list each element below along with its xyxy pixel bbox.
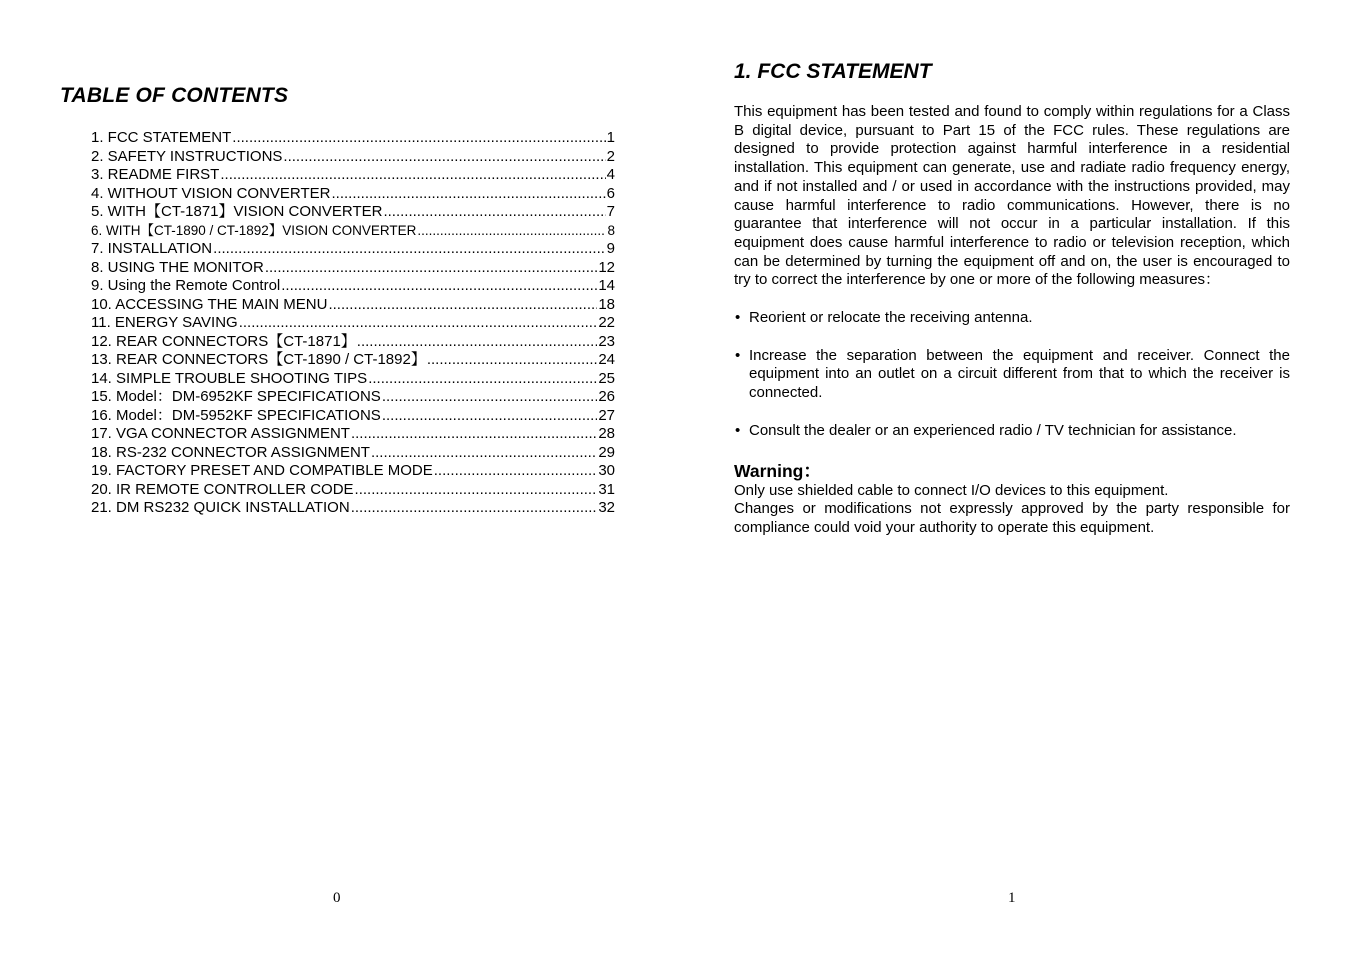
toc-dot-leader [434,462,598,481]
toc-entry [91,314,615,333]
fcc-intro-paragraph: This equipment has been tested and found to comply within regulations for a Class B digital device, pursuant to Part 15 of the FCC rules. These regulations are designed to provide protection against harmful interference in a residential installation. This equipment can generate, use and radiate radio frequency energy, and if not installed and / or used in accordance with the instructions provided, may cause harmful interference to radio communications. However, there is no guarantee that interference will not occur in a particular installation. If this equipment does cause harmful interference to radio or television reception, which can be determined by turning the equipment off and on, the user is encouraged to try to correct the interference by one or more of the following measures： [734,103,1290,289]
toc-dot-leader [371,444,597,463]
toc-entry [91,444,615,463]
page-number: 1 [1008,890,1016,906]
toc-entry [91,277,615,296]
toc-entry [91,296,615,315]
toc-entry [91,388,615,407]
toc-entry-label: 15. Model：DM-6952KF SPECIFICATIONS [91,388,381,405]
toc-entry [91,148,615,167]
toc-entry-label: 16. Model：DM-5952KF SPECIFICATIONS [91,406,381,424]
spacer [734,290,1290,309]
toc-entry-label: 9. Using the Remote Control [91,277,281,294]
toc-entry-page: 27 [598,406,615,424]
toc-entry-label: 11. ENERGY SAVING [91,314,238,331]
toc-entry-page: 7 [606,203,615,220]
toc-entry-label: 2. SAFETY INSTRUCTIONS [91,147,283,165]
toc-dot-leader [239,314,598,333]
toc-entry-page: 31 [598,480,615,498]
toc-entry [91,259,615,278]
toc-entry-label: 5. WITH【CT-1871】VISION CONVERTER [91,203,383,220]
toc-entry-page: 32 [598,499,615,516]
warning-line: Only use shielded cable to connect I/O devices to this equipment. [734,481,1169,499]
toc-entry [91,333,615,352]
bullet-item [734,347,1290,403]
toc-entry-page: 22 [598,314,615,331]
toc-dot-leader [281,277,597,296]
toc-entry-page: 18 [598,295,615,313]
toc-entry-page: 28 [598,425,615,442]
bullet-text: Increase the separation between the equipment and receiver. Connect the equipment into an outlet on a circuit different from that to which the receiver is connected. [749,346,1290,402]
toc-entry-label: 13. REAR CONNECTORS【CT-1890 / CT-1892】 [91,351,426,368]
bullet-text: Consult the dealer or an experienced radio / TV technician for assistance. [749,421,1237,439]
toc-dot-leader [383,203,605,222]
toc-entry-label: 12. REAR CONNECTORS【CT-1871】 [91,332,356,350]
toc-dot-leader [355,481,598,500]
toc-entry [91,425,615,444]
toc-dot-leader [427,351,597,370]
toc-entry [91,499,615,518]
toc-entry [91,222,615,241]
toc-dot-leader [382,388,598,407]
toc-entry-page: 26 [598,388,615,405]
spacer [734,328,1290,347]
toc-dot-leader [232,129,605,148]
toc-entry-page: 6 [606,184,615,202]
toc-entry-label: 21. DM RS232 QUICK INSTALLATION [91,499,350,516]
bullet-dot-icon: • [735,421,741,439]
spacer [734,403,1290,422]
warning-heading: Warning： [734,460,821,481]
toc-entry-page: 23 [598,332,615,350]
toc-entry [91,462,615,481]
toc-title: TABLE OF CONTENTS [60,84,289,107]
toc-entry-label: 4. WITHOUT VISION CONVERTER [91,184,331,202]
toc-entry [91,203,615,222]
toc-entry [91,370,615,389]
toc-entry-label: 20. IR REMOTE CONTROLLER CODE [91,480,354,498]
toc-entry-page: 1 [606,129,615,146]
toc-dot-leader [351,499,598,518]
toc-entry-page: 14 [598,277,615,294]
toc-entry-label: 3. README FIRST [91,166,220,183]
toc-entry-label: 19. FACTORY PRESET AND COMPATIBLE MODE [91,462,433,479]
toc-dot-leader [331,185,605,204]
toc-entry-label: 14. SIMPLE TROUBLE SHOOTING TIPS [91,369,368,387]
toc-dot-leader [357,333,598,352]
bullet-text: Reorient or relocate the receiving antenna. [749,309,1033,327]
toc-entry-page: 8 [607,222,615,238]
bullet-dot-icon: • [735,346,741,364]
warning-line: Changes or modifications not expressly approved by the party responsible for compliance could void your authority to operate this equipment. [734,500,1290,536]
toc-entry-page: 12 [598,258,615,276]
toc-list [91,129,615,518]
fcc-statement-body [734,103,1290,538]
toc-entry-page: 24 [598,351,615,368]
toc-dot-leader [328,296,597,315]
toc-dot-leader [351,425,597,444]
toc-entry-label: 18. RS-232 CONNECTOR ASSIGNMENT [91,443,370,461]
toc-entry-label: 10. ACCESSING THE MAIN MENU [91,295,328,313]
bullet-dot-icon: • [735,309,741,327]
toc-entry-page: 4 [606,166,615,183]
toc-entry-label: 17. VGA CONNECTOR ASSIGNMENT [91,425,350,442]
toc-entry-page: 29 [598,443,615,461]
toc-entry-page: 2 [606,147,615,165]
toc-entry [91,481,615,500]
toc-dot-leader [368,370,597,389]
toc-entry-label: 6. WITH【CT-1890 / CT-1892】VISION CONVERTER [91,222,417,238]
toc-entry-label: 8. USING THE MONITOR [91,258,264,276]
toc-entry [91,129,615,148]
toc-entry-page: 25 [598,369,615,387]
toc-entry-page: 30 [598,462,615,479]
toc-dot-leader [382,407,598,426]
toc-dot-leader [283,148,605,167]
left-page [0,0,675,954]
toc-entry-label: 7. INSTALLATION [91,240,213,257]
toc-entry-label: 1. FCC STATEMENT [91,129,232,146]
toc-entry [91,240,615,259]
toc-entry [91,351,615,370]
fcc-statement-title: 1. FCC STATEMENT [734,60,932,83]
toc-dot-leader [417,222,606,241]
toc-entry-page: 9 [606,240,615,257]
toc-entry [91,407,615,426]
toc-dot-leader [220,166,605,185]
right-page [675,0,1351,954]
toc-entry [91,185,615,204]
bullet-item [734,422,1290,441]
toc-entry [91,166,615,185]
page-number: 0 [333,890,341,906]
bullet-item [734,309,1290,328]
toc-dot-leader [265,259,598,278]
toc-dot-leader [213,240,606,259]
spacer [734,441,1290,460]
